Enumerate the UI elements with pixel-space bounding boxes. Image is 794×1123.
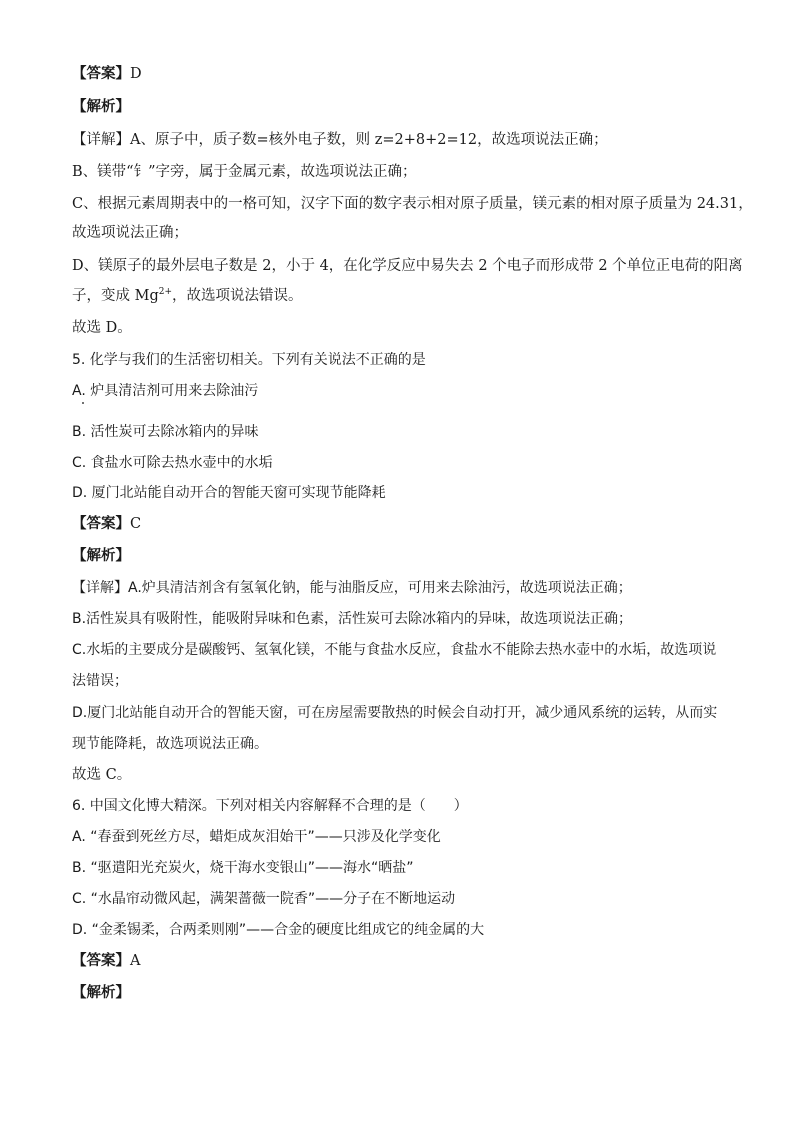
q5-detail-c1: C.水垢的主要成分是碳酸钙、氢氧化镁，不能与食盐水反应，食盐水不能除去热水壶中的水垢，故选项说 <box>72 642 717 658</box>
q5-option-c: C. 食盐水可除去热水壶中的水垢 <box>72 455 273 471</box>
q4-d2-text: 子，变成 Mg <box>72 288 159 304</box>
q5-detail-c2: 法错误； <box>72 673 128 689</box>
analysis-label: 【解析】 <box>72 984 130 1001</box>
q6-option-a: A. “春蚕到死丝方尽，蜡炬成灰泪始干”——只涉及化学变化 <box>72 829 441 845</box>
answer-label: 【答案】 <box>72 952 130 969</box>
q6-stem: 6. 中国文化博大精深。下列对相关内容解释不合理的是（ ） <box>72 798 468 814</box>
answer-value: A <box>130 953 141 969</box>
q6-answer-line <box>72 951 732 971</box>
answer-value: C <box>130 516 142 532</box>
q6-option-c: C. “水晶帘动微风起，满架蔷薇一院香”——分子在不断地运动 <box>72 891 456 907</box>
q5-answer-line <box>72 514 732 534</box>
q4-detail-c2: 故选项说法正确； <box>72 225 188 241</box>
q6-option-d: D. “金柔锡柔，合两柔则刚”——合金的硬度比组成它的纯金属的大 <box>72 922 485 938</box>
q5-stem: 5. 化学与我们的生活密切相关。下列有关说法不正确的是 <box>72 352 426 368</box>
analysis-label: 【解析】 <box>72 98 130 115</box>
q4-detail-d1: D、镁原子的最外层电子数是 2，小于 4，在化学反应中易失去 2 个电子而形成带 2 个单位正电荷的阳离 <box>72 258 743 274</box>
answer-value: D <box>130 66 142 82</box>
answer-label: 【答案】 <box>72 65 130 82</box>
stray-dot <box>82 402 84 404</box>
q5-detail-b: B.活性炭具有吸附性，能吸附异味和色素，活性炭可去除冰箱内的异味，故选项说法正确； <box>72 611 633 627</box>
q4-answer-line <box>72 64 732 84</box>
q5-option-a: A. 炉具清洁剂可用来去除油污 <box>72 383 259 399</box>
q6-option-b: B. “驱遣阳光充炭火，烧干海水变银山”——海水“晒盐” <box>72 860 414 876</box>
q4-detail-d2 <box>72 286 732 306</box>
q4-conclusion: 故选 D。 <box>72 320 132 336</box>
analysis-label: 【解析】 <box>72 547 130 564</box>
ion-charge: 2+ <box>158 287 173 298</box>
q5-conclusion: 故选 C。 <box>72 767 132 783</box>
q5-detail-d2: 现节能降耗，故选项说法正确。 <box>72 736 268 752</box>
q5-option-b: B. 活性炭可去除冰箱内的异味 <box>72 424 259 440</box>
q4-detail-b: B、镁带“钅”字旁，属于金属元素，故选项说法正确； <box>72 164 417 180</box>
answer-label: 【答案】 <box>72 515 130 532</box>
q5-detail-a: 【详解】A.炉具清洁剂含有氢氧化钠，能与油脂反应，可用来去除油污，故选项说法正确； <box>72 580 632 596</box>
q4-d2-text-end: ，故选项说法错误。 <box>172 288 303 304</box>
q4-detail-c1: C、根据元素周期表中的一格可知，汉字下面的数字表示相对原子质量，镁元素的相对原子质量为 24.31， <box>72 196 753 212</box>
q5-detail-d1: D.厦门北站能自动开合的智能天窗，可在房屋需要散热的时候会自动打开，减少通风系统的运转，从而实 <box>72 705 718 721</box>
q4-detail-a: 【详解】A、原子中，质子数=核外电子数，则 z=2+8+2=12，故选项说法正确； <box>72 132 608 148</box>
q5-option-d: D. 厦门北站能自动开合的智能天窗可实现节能降耗 <box>72 485 386 501</box>
